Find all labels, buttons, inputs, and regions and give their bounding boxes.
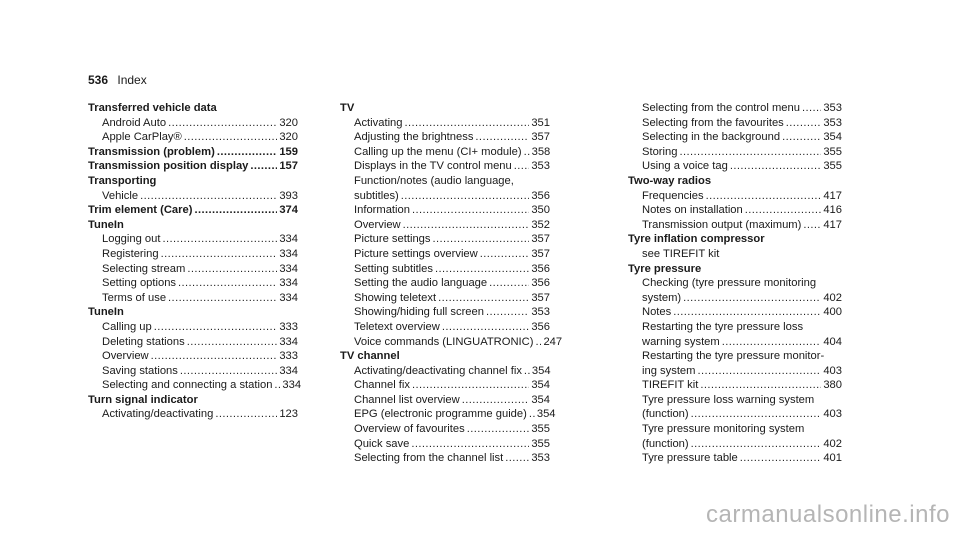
entry-text: Terms of use — [102, 291, 167, 304]
page-ref: 357 — [531, 291, 550, 304]
index-subentry — [340, 130, 550, 145]
index-subentry — [628, 407, 842, 422]
leader-dots — [782, 130, 821, 145]
index-subentry — [88, 262, 298, 277]
leader-dots — [467, 422, 530, 437]
index-subentry — [88, 189, 298, 204]
page-ref: 334 — [279, 233, 298, 246]
leader-dots — [187, 335, 278, 350]
leader-dots — [151, 349, 278, 364]
entry-text: Selecting from the control menu — [642, 102, 800, 114]
index-entry — [628, 101, 842, 174]
index-subentry — [88, 407, 298, 422]
entry-text: Voice commands (LINGUATRONIC) — [354, 335, 534, 348]
page-ref: 334 — [279, 364, 298, 377]
page-ref: 356 — [531, 189, 550, 202]
leader-dots — [403, 218, 530, 233]
page-ref: 393 — [279, 189, 298, 202]
page-ref: 354 — [823, 131, 842, 144]
entry-text: Saving stations — [102, 364, 178, 377]
entry-text: (function) — [642, 408, 689, 421]
index-subentry — [628, 130, 842, 145]
entry-text: Picture settings overview — [354, 247, 478, 260]
leader-dots — [161, 247, 278, 262]
page-ref: 354 — [531, 364, 551, 377]
leader-dots — [700, 378, 821, 393]
entry-text: TIREFIT kit — [642, 379, 699, 392]
page-ref: 357 — [531, 131, 550, 144]
entry-text: Selecting and connecting a station — [102, 379, 273, 392]
page-ref: 356 — [531, 277, 550, 290]
leader-dots — [250, 159, 277, 174]
leader-dots — [178, 276, 277, 291]
entry-text: Selecting stream — [102, 262, 186, 275]
index-entry — [88, 393, 298, 422]
page-ref: 352 — [531, 218, 550, 231]
watermark: carmanualsonline.info — [706, 501, 950, 528]
index-subentry — [340, 247, 550, 262]
index-subentry — [628, 364, 842, 379]
page-ref: 357 — [531, 247, 550, 260]
page-ref: 355 — [531, 437, 550, 450]
entry-text: Adjusting the brightness — [354, 131, 474, 144]
entry-text: Transmission position display — [88, 160, 249, 173]
index-subentry — [628, 451, 842, 466]
index-subentry: see TIREFIT kit — [642, 247, 720, 260]
page-ref: 354 — [536, 408, 556, 421]
entry-text: Teletext overview — [354, 320, 440, 333]
page-ref: 159 — [279, 145, 298, 158]
index-subentry — [340, 232, 550, 247]
entry-text: Information — [354, 204, 410, 217]
index-entry — [88, 145, 298, 160]
leader-dots — [505, 451, 529, 466]
entry-text: Activating/deactivating channel fix — [354, 364, 522, 377]
index-subentry — [88, 116, 298, 131]
page-ref: 353 — [531, 452, 550, 465]
page-ref: 402 — [823, 437, 842, 450]
entry-text: system) — [642, 291, 682, 304]
index-subentry-line: Function/notes (audio language, — [354, 174, 514, 187]
page-ref: 403 — [823, 364, 842, 377]
index-subentry — [88, 276, 298, 291]
page-ref: 355 — [823, 160, 842, 173]
page-header — [88, 73, 147, 87]
entry-text: Notes — [642, 306, 672, 319]
index-subentry — [88, 247, 298, 262]
index-entry — [88, 218, 298, 306]
entry-text: Tyre pressure table — [642, 452, 738, 465]
page-ref: 356 — [531, 320, 550, 333]
page-ref: 403 — [823, 408, 842, 421]
index-entry — [88, 203, 298, 218]
leader-dots — [730, 159, 822, 174]
leader-dots — [535, 335, 541, 350]
index-entry — [88, 305, 302, 393]
index-entry — [88, 101, 298, 145]
index-heading: Tyre pressure — [628, 262, 702, 275]
entry-text: Setting options — [102, 277, 177, 290]
page-ref: 334 — [279, 277, 298, 290]
page-ref: 334 — [279, 247, 298, 260]
index-subentry — [88, 364, 298, 379]
entry-text: Setting the audio language — [354, 277, 488, 290]
index-subentry — [628, 203, 842, 218]
index-subentry — [88, 291, 298, 306]
index-subentry-line: Restarting the tyre pressure loss — [642, 320, 804, 333]
index-subentry — [628, 159, 842, 174]
index-column-3 — [628, 101, 842, 466]
entry-text: Channel fix — [354, 379, 410, 392]
leader-dots — [405, 116, 530, 131]
leader-dots — [274, 378, 280, 393]
leader-dots — [432, 232, 529, 247]
entry-text: Selecting from the favourites — [642, 116, 784, 129]
index-subentry-line: Tyre pressure loss warning system — [642, 393, 815, 406]
leader-dots — [529, 407, 535, 422]
page-ref: 334 — [282, 379, 302, 392]
index-subentry — [340, 305, 550, 320]
index-entry — [628, 174, 842, 232]
index-subentry — [340, 189, 550, 204]
index-subentry — [340, 276, 550, 291]
entry-text: Setting subtitles — [354, 262, 433, 275]
leader-dots — [679, 145, 821, 160]
entry-text: Activating/deactivating — [102, 408, 214, 421]
entry-text: Frequencies — [642, 189, 704, 202]
index-column-2 — [340, 101, 563, 466]
entry-text: Selecting in the background — [642, 131, 781, 144]
leader-dots — [697, 364, 821, 379]
leader-dots — [462, 393, 530, 408]
index-heading: TuneIn — [88, 306, 124, 319]
index-subentry — [340, 291, 550, 306]
page-ref: 320 — [279, 131, 298, 144]
index-subentry-line: Checking (tyre pressure monitoring — [642, 277, 817, 290]
entry-text: (function) — [642, 437, 689, 450]
index-heading — [88, 159, 298, 174]
leader-dots — [184, 130, 278, 145]
index-heading — [88, 203, 298, 218]
page-ref: 401 — [823, 452, 842, 465]
leader-dots — [803, 218, 821, 233]
page-ref: 353 — [823, 102, 842, 114]
page-ref: 351 — [531, 116, 550, 129]
page-ref: 353 — [531, 306, 550, 319]
entry-text: EPG (electronic programme guide) — [354, 408, 527, 421]
entry-text: Registering — [102, 247, 159, 260]
leader-dots — [194, 203, 277, 218]
index-subentry — [628, 335, 842, 350]
entry-text: Selecting from the channel list — [354, 452, 504, 465]
entry-text: ing system — [642, 364, 696, 377]
leader-dots — [180, 364, 277, 379]
index-heading: TV — [340, 102, 355, 114]
entry-text: Notes on installation — [642, 204, 743, 217]
page-ref: 417 — [823, 189, 842, 202]
leader-dots — [442, 320, 530, 335]
index-subentry — [340, 393, 550, 408]
index-subentry — [88, 320, 298, 335]
index-subentry — [88, 335, 298, 350]
leader-dots — [412, 378, 529, 393]
page-ref: 380 — [823, 379, 842, 392]
leader-dots — [673, 305, 821, 320]
entry-text: Overview — [354, 218, 401, 231]
index-subentry — [340, 407, 556, 422]
page-ref: 333 — [279, 350, 298, 363]
entry-text: Calling up the menu (CI+ module) — [354, 145, 522, 158]
page-ref: 374 — [279, 204, 298, 217]
index-heading: Transferred vehicle data — [88, 102, 217, 114]
index-heading: Two-way radios — [628, 174, 712, 187]
page-ref: 354 — [531, 393, 550, 406]
leader-dots — [154, 320, 278, 335]
index-heading: Transporting — [88, 174, 157, 187]
leader-dots — [168, 116, 277, 131]
entry-text: Storing — [642, 145, 678, 158]
leader-dots — [683, 291, 821, 306]
leader-dots — [217, 145, 278, 160]
index-subentry-line: Restarting the tyre pressure monitor- — [642, 350, 825, 363]
leader-dots — [486, 305, 529, 320]
entry-text: Showing teletext — [354, 291, 437, 304]
entry-text: warning system — [642, 335, 720, 348]
entry-text: Logging out — [102, 233, 161, 246]
leader-dots — [480, 247, 530, 262]
index-subentry — [628, 437, 842, 452]
entry-text: Trim element (Care) — [88, 204, 193, 217]
index-subentry — [340, 320, 550, 335]
leader-dots — [140, 189, 277, 204]
index-entry — [88, 174, 298, 203]
page-ref: 404 — [823, 335, 842, 348]
entry-text: Activating — [354, 116, 403, 129]
entry-text: Android Auto — [102, 116, 167, 129]
index-subentry — [340, 145, 550, 160]
leader-dots — [786, 116, 822, 131]
leader-dots — [162, 232, 277, 247]
index-subentry — [340, 159, 550, 174]
index-entry — [628, 232, 842, 261]
index-subentry — [340, 218, 550, 233]
page-ref: 350 — [531, 204, 550, 217]
leader-dots — [168, 291, 277, 306]
index-subentry — [340, 364, 550, 379]
leader-dots — [740, 451, 822, 466]
entry-text: Displays in the TV control menu — [354, 160, 512, 173]
page-ref: 417 — [823, 218, 842, 231]
entry-text: Picture settings — [354, 233, 431, 246]
page-ref: 356 — [531, 262, 550, 275]
entry-text: Deleting stations — [102, 335, 185, 348]
page-ref: 320 — [279, 116, 298, 129]
leader-dots — [745, 203, 822, 218]
entry-text: Showing/hiding full screen — [354, 306, 484, 319]
index-subentry — [340, 262, 550, 277]
index-subentry — [340, 437, 550, 452]
page-ref: 334 — [279, 335, 298, 348]
page-ref: 355 — [823, 145, 842, 158]
page-ref: 357 — [531, 233, 550, 246]
entry-text: Transmission output (maximum) — [642, 218, 802, 231]
entry-text: Quick save — [354, 437, 410, 450]
index-entry — [628, 262, 842, 466]
entry-text: Overview — [102, 350, 149, 363]
index-heading — [88, 145, 298, 160]
index-subentry — [340, 116, 550, 131]
leader-dots — [722, 335, 822, 350]
leader-dots — [411, 437, 529, 452]
leader-dots — [401, 189, 530, 204]
page-ref: 157 — [279, 160, 298, 173]
index-subentry — [88, 232, 298, 247]
entry-text: Vehicle — [102, 189, 139, 202]
page-ref: 353 — [823, 116, 842, 129]
index-subentry-line: Tyre pressure monitoring system — [642, 423, 805, 436]
leader-dots — [802, 101, 821, 116]
index-heading: Turn signal indicator — [88, 393, 198, 406]
leader-dots — [435, 262, 529, 277]
leader-dots — [438, 291, 529, 306]
leader-dots — [691, 407, 822, 422]
page-ref: 247 — [543, 335, 563, 348]
index-subentry — [628, 101, 842, 116]
page-ref: 334 — [279, 291, 298, 304]
leader-dots — [691, 437, 822, 452]
leader-dots — [524, 145, 530, 160]
leader-dots — [187, 262, 277, 277]
index-subentry — [628, 145, 842, 160]
page-ref: 400 — [823, 306, 842, 319]
leader-dots — [475, 130, 529, 145]
index-heading: TV channel — [340, 350, 400, 363]
page-ref: 353 — [531, 160, 550, 173]
leader-dots — [215, 407, 277, 422]
page-ref: 416 — [823, 204, 842, 217]
index-subentry — [340, 451, 550, 466]
entry-text: Using a voice tag — [642, 160, 728, 173]
entry-text: Channel list overview — [354, 393, 460, 406]
index-subentry — [340, 422, 550, 437]
index-subentry — [340, 335, 563, 350]
leader-dots — [706, 189, 822, 204]
page-number: 536 — [88, 73, 109, 87]
entry-text: Apple CarPlay® — [102, 131, 182, 144]
page-ref: 333 — [279, 320, 298, 333]
index-entry — [340, 101, 563, 349]
index-subentry — [88, 378, 302, 393]
entry-text: Transmission (problem) — [88, 145, 215, 158]
index-subentry — [88, 130, 298, 145]
page-title: Index — [117, 73, 147, 87]
index-subentry — [340, 378, 550, 393]
index-subentry — [88, 349, 298, 364]
page-ref: 355 — [531, 423, 550, 436]
index-heading: TuneIn — [88, 218, 124, 231]
page-ref: 123 — [279, 408, 298, 421]
index-subentry — [628, 218, 842, 233]
index-heading: Tyre inflation compressor — [628, 233, 765, 246]
index-subentry — [628, 291, 842, 306]
page-ref: 358 — [531, 145, 551, 158]
index-subentry — [628, 189, 842, 204]
index-subentry — [340, 203, 550, 218]
page-ref: 354 — [531, 379, 550, 392]
index-subentry — [628, 378, 842, 393]
index-subentry — [628, 305, 842, 320]
page-ref: 334 — [279, 262, 298, 275]
leader-dots — [524, 364, 530, 379]
entry-text: Calling up — [102, 320, 152, 333]
page-ref: 402 — [823, 291, 842, 304]
index-column-1 — [88, 101, 302, 422]
entry-text: subtitles) — [354, 189, 399, 202]
entry-text: Overview of favourites — [354, 423, 465, 436]
leader-dots — [412, 203, 529, 218]
index-subentry — [628, 116, 842, 131]
leader-dots — [489, 276, 529, 291]
index-entry — [340, 349, 556, 466]
leader-dots — [514, 159, 530, 174]
index-entry — [88, 159, 298, 174]
